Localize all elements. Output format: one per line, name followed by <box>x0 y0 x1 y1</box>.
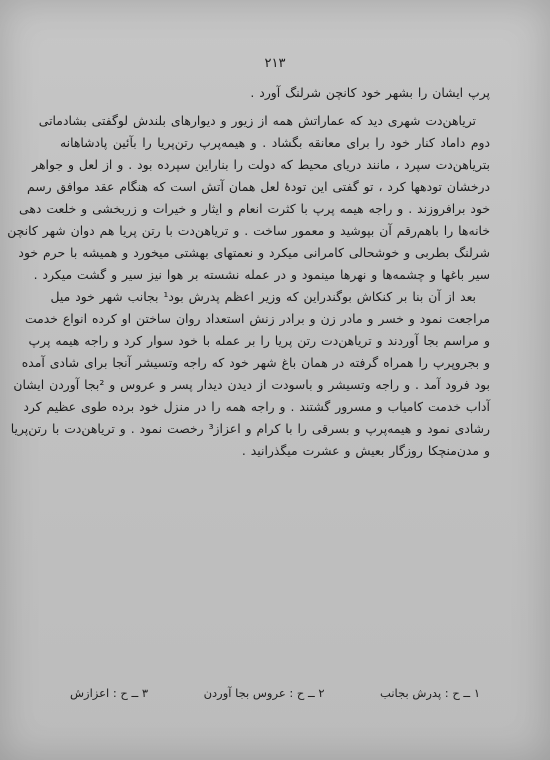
text-line: درخشان تودهها کرد ، تو گفتی این تودۀ لعل همان آتش است که هنگام عقد موافق رسم <box>26 179 490 194</box>
text-line: خانه‌ها را باهم‌رقم آن بپوشید و معمور ساخت . و تریاهن‌دت با رتن پریا هم دوان شهر کانچن <box>7 223 490 238</box>
footnotes <box>70 686 480 700</box>
footnote-3: ۳ ــ ح : اعزازش <box>70 686 149 700</box>
text-line: سیر باغها و چشمه‌ها و نهرها مینمود و در عمله نشسته بر هوا نیز سیر و گشت میکرد . <box>33 267 490 282</box>
text-line: رشادی نمود و هیمه‌پرپ و بسرقی را با کرام و اعزاز³ رخصت نمود . و تریاهن‌دت با رتن‌پریا <box>10 421 490 436</box>
body-text <box>7 82 490 462</box>
text-line: آداب خدمت کامیاب و مسرور گشتند . و راجه همه را در منزل خود برده طوی عظیم کرد <box>23 399 490 414</box>
text-line: بعد از آن بنا بر کنکاش بوگندراین که وزیر اعظم پدرش بود¹ بجانب شهر خود میل <box>50 289 476 304</box>
text-line: مراجعت نمود و خسر و مادر زن و برادر زنش استعداد روان ساختن او کرده انواع خدمت <box>25 311 490 326</box>
text-line: و مراسم بجا آوردند و تریاهن‌دت رتن پریا را بر عمله با خود سوار کرد و راجه هیمه پرپ <box>28 333 490 348</box>
footnote-1: ۱ ــ ح : پدرش بجانب <box>380 686 480 700</box>
text-line: پرپ ایشان را بشهر خود کانچن شرلنگ آورد . <box>250 85 490 100</box>
text-line: بود فرود آمد . و راجه وتسیشر و باسودت از دیدن دیدار پسر و عروس و ²بجا آوردن ایشان <box>13 377 490 392</box>
text-line: دوم داماد کنار خود را برای معانقه بگشاد . و هیمه‌پرپ رتن‌پریا را بآئین پادشاهانه <box>60 135 490 150</box>
footnote-2: ۲ ــ ح : عروس بجا آوردن <box>203 686 325 700</box>
text-line: و مدن‌منچکا روزگار بعیش و عشرت میگذرانید . <box>241 443 490 458</box>
text-line: خود برافروزند . و راجه هیمه پرپ با کثرت انعام و ایثار و خیرات و زربخشی و خلعت دهی <box>19 201 490 216</box>
text-line: بتریاهن‌دت سپرد ، مانند دریای محیط که دولت را بناراین سپرده بود . و از لعل و جواهر <box>32 157 490 172</box>
text-line: و بجروپرپ را همراه گرفته در همان باغ شهر خود که راجه وتسیشر آنجا برای شادی آمده <box>21 355 490 370</box>
text-line: تریاهن‌دت شهری دید که عماراتش همه از زیور و دیوارهای بلندش لوگفتی بشادماتی <box>38 113 476 128</box>
text-line: شرلنگ بطربی و خوشحالی کامرانی میکرد و نعمتهای بهشتی میخورد و همیشه با حرم خود <box>18 245 490 260</box>
page-number: ۲۱۳ <box>264 56 286 71</box>
